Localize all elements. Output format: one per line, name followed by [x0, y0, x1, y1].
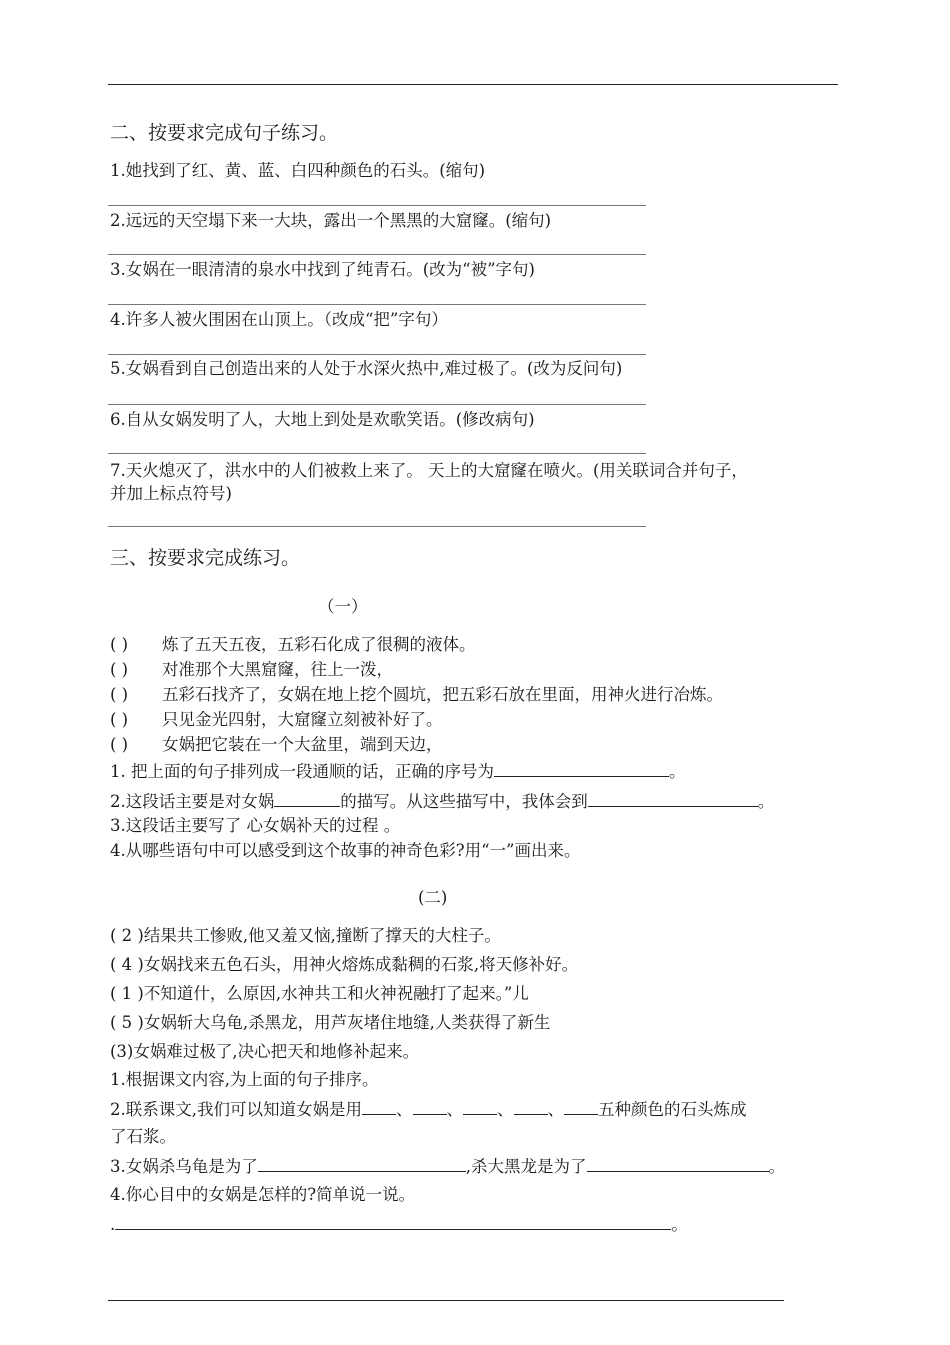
question-2-7-continued: 并加上标点符号) — [110, 484, 232, 503]
story-sentence-2: ( 4 )女娲找来五色石头，用神火熔炼成黏稠的石浆,将天修补好。 — [110, 955, 579, 974]
dragon-reason-blank[interactable] — [587, 1156, 769, 1172]
story-sentence-1: ( 2 )结果共工惨败,他又羞又恼,撞断了撑天的大柱子。 — [110, 926, 501, 945]
question-2-1: 1.她找到了红、黄、蓝、白四种颜色的石头。(缩句) — [110, 161, 486, 180]
ordering-sentence-3: ( ) 五彩石找齐了，女娲在地上挖个圆坑，把五彩石放在里面，用神火进行冶炼。 — [110, 685, 723, 704]
opinion-answer-blank[interactable] — [115, 1214, 671, 1230]
turtle-reason-blank[interactable] — [258, 1156, 466, 1172]
part-2-title: (二) — [418, 888, 448, 907]
part-1-title: （一） — [318, 597, 368, 616]
part-1-question-3: 3.这段话主要写了 心女娲补天的过程 。 — [110, 816, 401, 835]
answer-line-2-7[interactable] — [108, 526, 646, 527]
answer-line-2-6[interactable] — [108, 453, 646, 454]
answer-line-2-4[interactable] — [108, 354, 646, 355]
part-2-question-3: 3.女娲杀乌龟是为了 ,杀大黑龙是为了 。 — [110, 1157, 785, 1176]
ordering-sentence-1: ( ) 炼了五天五夜，五彩石化成了很稠的液体。 — [110, 635, 476, 654]
color-blank-5[interactable] — [564, 1099, 598, 1115]
answer-line-2-1[interactable] — [108, 205, 646, 206]
part-2-question-1: 1.根据课文内容,为上面的句子排序。 — [110, 1070, 379, 1089]
order-blank[interactable]: ( ) — [110, 735, 129, 754]
question-2-5: 5.女娲看到自己创造出来的人处于水深火热中,难过极了。(改为反问句) — [110, 359, 623, 378]
bottom-rule — [108, 1300, 784, 1301]
story-sentence-4: ( 5 )女娲斩大乌龟,杀黑龙，用芦灰堵住地缝,人类获得了新生 — [110, 1013, 551, 1032]
ordering-sentence-5: ( ) 女娲把它装在一个大盆里，端到天边， — [110, 735, 443, 754]
color-blank-4[interactable] — [514, 1099, 548, 1115]
ordering-sentence-2: ( ) 对准那个大黑窟窿，往上一泼， — [110, 660, 393, 679]
description-blank[interactable] — [274, 791, 340, 807]
answer-line-2-2[interactable] — [108, 254, 646, 255]
insight-blank[interactable] — [588, 791, 758, 807]
story-sentence-5: (3)女娲难过极了,决心把天和地修补起来。 — [110, 1042, 420, 1061]
order-blank[interactable]: ( ) — [110, 710, 129, 729]
color-blank-1[interactable] — [362, 1099, 396, 1115]
part-2-question-2-continued: 了石浆。 — [110, 1127, 176, 1146]
ordering-sentence-4: ( ) 只见金光四射，大窟窿立刻被补好了。 — [110, 710, 443, 729]
order-blank[interactable]: ( ) — [110, 660, 129, 679]
question-2-2: 2.远远的天空塌下来一大块，露出一个黑黑的大窟窿。(缩句) — [110, 211, 552, 230]
part-1-question-4: 4.从哪些语句中可以感受到这个故事的神奇色彩?用“一”画出来。 — [110, 841, 581, 860]
story-sentence-3: ( 1 )不知道什，么原因,水神共工和火神祝融打了起来。”儿 — [110, 984, 529, 1003]
part-1-question-2: 2.这段话主要是对女娲 的描写。从这些描写中，我体会到 。 — [110, 792, 775, 811]
part-2-question-2: 2.联系课文,我们可以知道女娲是用 、 、 、 、 五种颜色的石头炼成 — [110, 1100, 747, 1119]
part-2-question-4: 4.你心目中的女娲是怎样的?简单说一说。 — [110, 1185, 416, 1204]
section-2-heading: 二、按要求完成句子练习。 — [110, 122, 339, 144]
question-2-6: 6.自从女娲发明了人，大地上到处是欢歌笑语。(修改病句) — [110, 410, 535, 429]
question-2-3: 3.女娲在一眼清清的泉水中找到了纯青石。(改为“被”字句) — [110, 260, 535, 279]
color-blank-3[interactable] — [463, 1099, 497, 1115]
sequence-answer-blank[interactable] — [494, 761, 669, 777]
part-2-answer-row: . 。 — [110, 1215, 688, 1234]
top-rule — [108, 84, 838, 85]
question-2-7: 7.天火熄灭了，洪水中的人们被救上来了。 天上的大窟窿在喷火。(用关联词合并句子， — [110, 461, 748, 480]
answer-line-2-3[interactable] — [108, 304, 646, 305]
answer-line-2-5[interactable] — [108, 404, 646, 405]
question-2-4: 4.许多人被火围困在山顶上。（改成“把”字句） — [110, 310, 448, 329]
order-blank[interactable]: ( ) — [110, 635, 129, 654]
order-blank[interactable]: ( ) — [110, 685, 129, 704]
part-1-question-1: 1. 把上面的句子排列成一段通顺的话，正确的序号为 。 — [110, 762, 686, 781]
section-3-heading: 三、按要求完成练习。 — [110, 547, 301, 569]
color-blank-2[interactable] — [413, 1099, 447, 1115]
